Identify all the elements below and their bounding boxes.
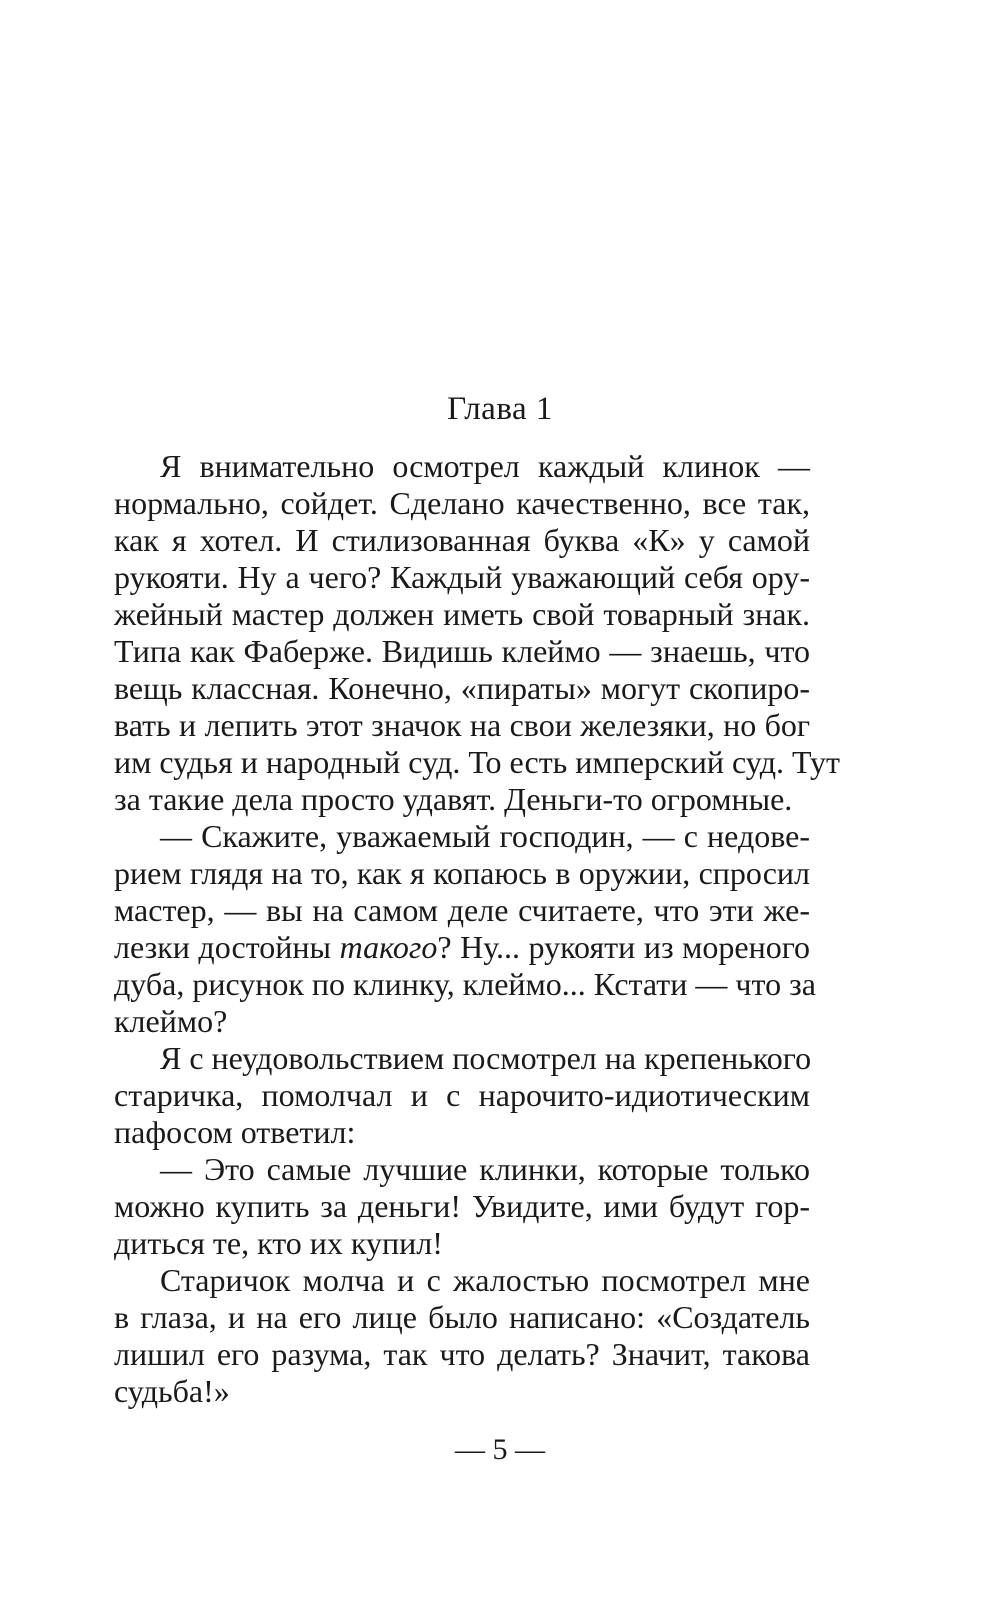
text-line: клеймо? <box>114 1003 228 1039</box>
text-line: за такие дела просто удавят. Деньги-то огромные. <box>114 781 793 817</box>
text-line: как я хотел. И стилизованная буква «К» у самой <box>114 522 810 558</box>
text-line: рукояти. Ну а чего? Каждый уважающий себя ору- <box>114 559 810 595</box>
text-line: дуба, рисунок по клинку, клеймо... Кстати — что за <box>114 966 816 1002</box>
text-line: нормально, сойдет. Сделано качественно, все так, <box>114 485 810 521</box>
text-line: мастер, — вы на самом деле считаете, что эти же- <box>114 892 810 928</box>
text-line: Я внимательно осмотрел каждый клинок — <box>160 448 810 484</box>
text-line: Старичок молча и с жалостью посмотрел мне <box>160 1262 810 1298</box>
line-punct: ? <box>437 929 452 965</box>
text-line: им судья и народный суд. То есть имперский суд. Тут <box>114 744 840 780</box>
italic-word: такого <box>339 929 438 965</box>
text-line: диться те, кто их купил! <box>114 1225 443 1261</box>
text-line: можно купить за деньги! Увидите, ими будут гор- <box>114 1188 810 1224</box>
text-line: лишил его разума, так что делать? Значит, такова <box>114 1336 810 1372</box>
text-line: старичка, помолчал и с нарочито-идиотическим <box>114 1077 810 1113</box>
text-line: — Скажите, уважаемый господин, — с недове- <box>160 818 810 854</box>
line-suffix: Ну... рукояти из мореного <box>460 929 811 965</box>
page-number: — 5 — <box>455 1433 545 1466</box>
text-line: судьба!» <box>114 1373 230 1409</box>
body-text <box>114 448 840 1410</box>
text-line: рием глядя на то, как я копаюсь в оружии, спросил <box>114 855 810 891</box>
text-line: пафосом ответил: <box>114 1114 356 1150</box>
text-line: вещь классная. Конечно, «пираты» могут скопиро- <box>114 670 810 706</box>
text-line: вать и лепить этот значок на свои железяки, но бог <box>114 707 810 743</box>
text-line-with-italic <box>114 929 810 966</box>
line-prefix: лезки достойны <box>114 929 332 965</box>
text-line: — Это самые лучшие клинки, которые только <box>160 1151 810 1187</box>
text-line: в глаза, и на его лице было написано: «Создатель <box>114 1299 810 1335</box>
text-line: Типа как Фаберже. Видишь клеймо — знаешь, что <box>114 633 810 669</box>
chapter-title: Глава 1 <box>447 391 553 427</box>
text-line: жейный мастер должен иметь свой товарный знак. <box>114 596 810 632</box>
text-line: Я с неудовольствием посмотрел на крепенького <box>160 1040 812 1076</box>
